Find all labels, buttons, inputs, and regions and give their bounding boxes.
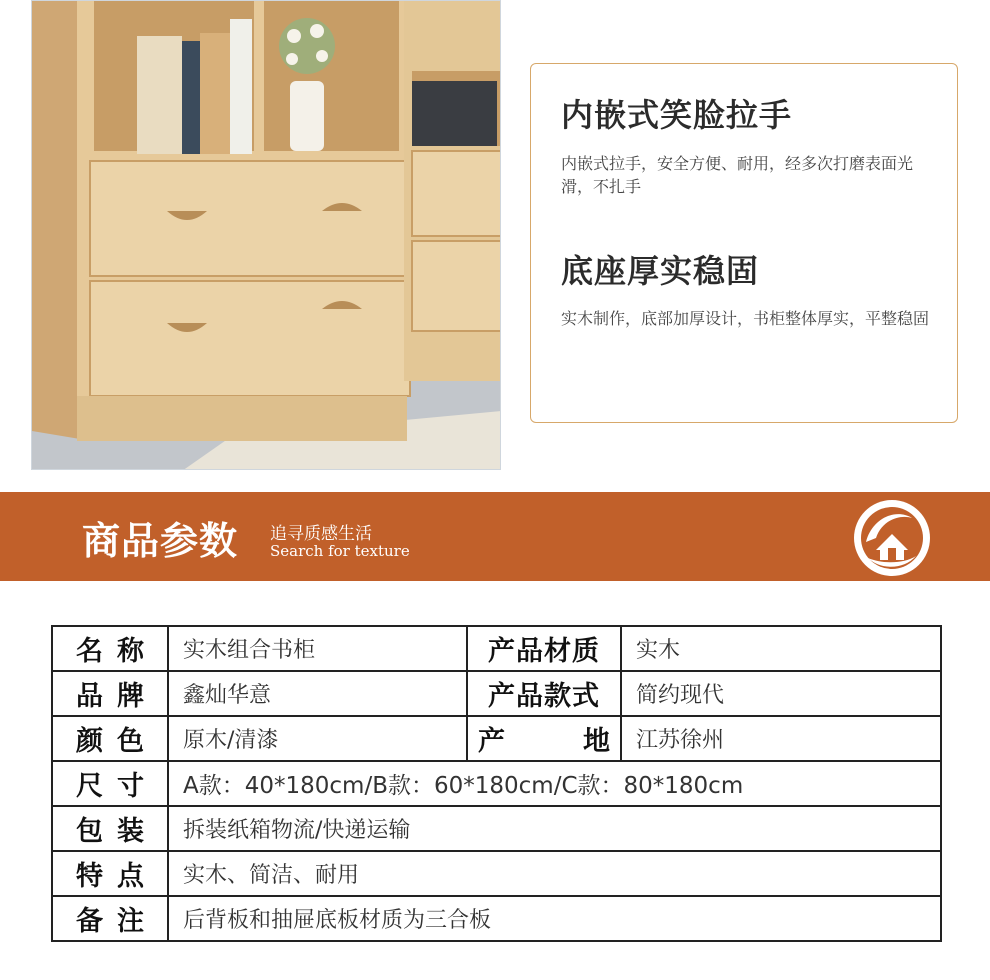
feature-title-handle: 内嵌式笑脸拉手 — [561, 96, 793, 134]
table-row — [52, 851, 941, 896]
spec-label-origin-2: 地 — [583, 726, 610, 757]
table-row — [52, 716, 941, 761]
spec-label-style: 产品款式 — [467, 671, 621, 716]
table-row — [52, 761, 941, 806]
spec-value-brand: 鑫灿华意 — [168, 671, 467, 716]
spec-label-feature: 特点 — [52, 851, 168, 896]
spec-label-note: 备注 — [52, 896, 168, 941]
table-row — [52, 671, 941, 716]
feature-desc-handle: 内嵌式拉手，安全方便、耐用，经多次打磨表面光滑，不扎手 — [561, 154, 914, 196]
spec-value-note: 后背板和抽屉底板材质为三合板 — [168, 896, 941, 941]
spec-value-color: 原木/清漆 — [168, 716, 467, 761]
feature-box — [530, 63, 958, 423]
banner-subtitle-cn: 追寻质感生活 — [270, 524, 372, 544]
spec-value-style: 简约现代 — [621, 671, 941, 716]
table-row — [52, 806, 941, 851]
spec-label-material: 产品材质 — [467, 626, 621, 671]
spec-table — [51, 625, 942, 942]
feature-title-base: 底座厚实稳固 — [561, 252, 760, 290]
product-photo — [31, 0, 501, 470]
spec-label-origin-1: 产 — [478, 726, 505, 757]
table-row — [52, 626, 941, 671]
house-logo-icon — [852, 498, 932, 578]
spec-label-brand: 品牌 — [52, 671, 168, 716]
spec-value-material: 实木 — [621, 626, 941, 671]
table-row — [52, 896, 941, 941]
spec-value-feature: 实木、简洁、耐用 — [168, 851, 941, 896]
spec-label-package: 包装 — [52, 806, 168, 851]
banner-title: 商品参数 — [82, 519, 239, 563]
spec-value-package: 拆装纸箱物流/快递运输 — [168, 806, 941, 851]
banner-subtitle-en: Search for texture — [270, 542, 410, 560]
spec-value-size: A款：40*180cm/B款：60*180cm/C款：80*180cm — [168, 761, 941, 806]
spec-label-color: 颜色 — [52, 716, 168, 761]
spec-label-name: 名称 — [52, 626, 168, 671]
spec-value-name: 实木组合书柜 — [168, 626, 467, 671]
feature-desc-base: 实木制作，底部加厚设计，书柜整体厚实，平整稳固 — [561, 309, 930, 328]
spec-label-size: 尺寸 — [52, 761, 168, 806]
spec-label-origin — [467, 716, 621, 761]
spec-value-origin: 江苏徐州 — [621, 716, 941, 761]
section-banner — [0, 492, 990, 581]
